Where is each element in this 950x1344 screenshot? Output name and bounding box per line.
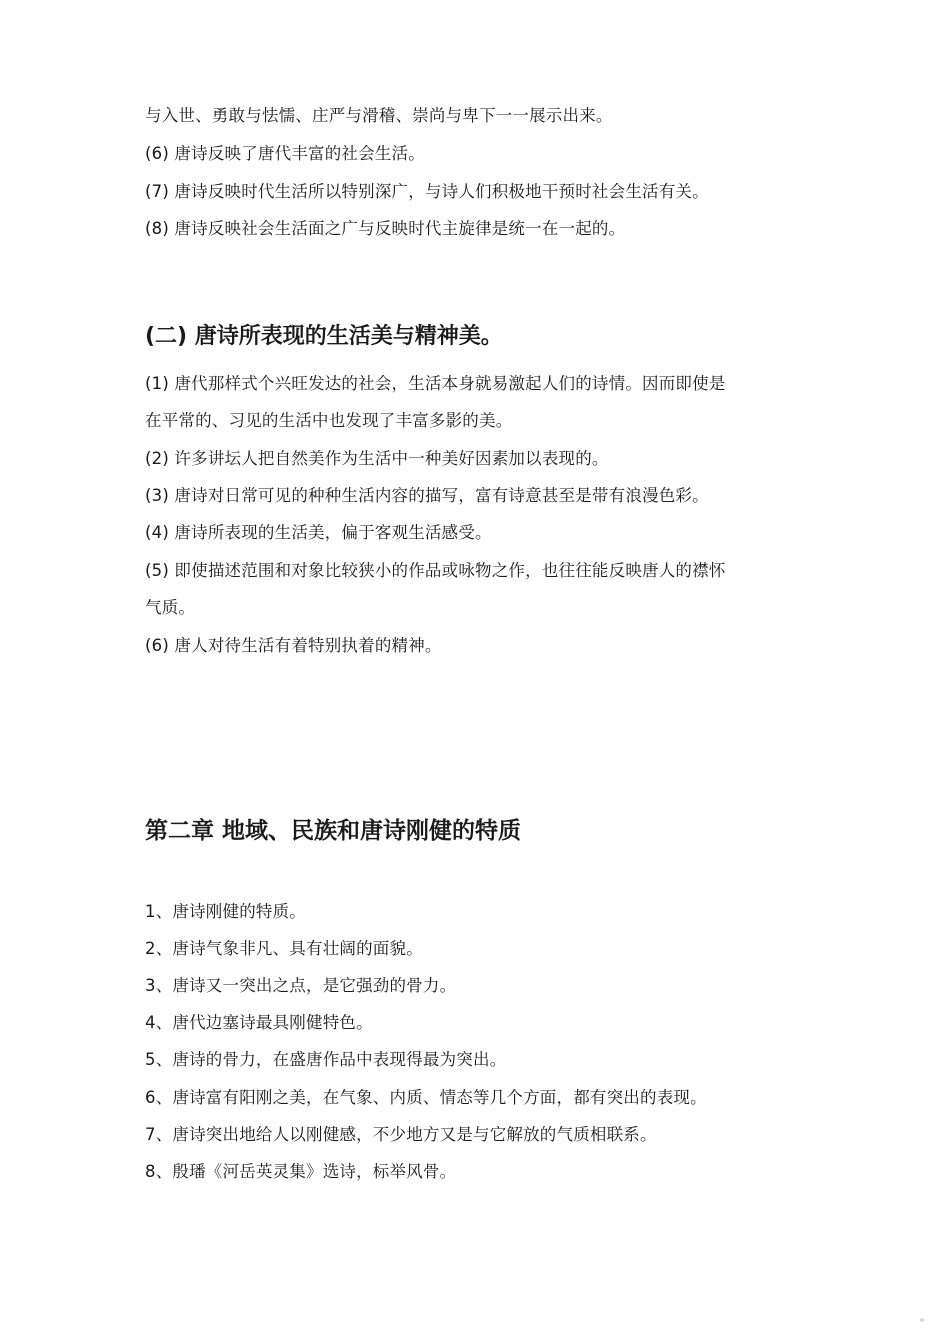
list-item: 4、唐代边塞诗最具刚健特色。 — [145, 1013, 373, 1032]
paragraph-line: (7) 唐诗反映时代生活所以特别深广，与诗人们积极地干预时社会生活有关。 — [145, 182, 709, 201]
chapter-heading: 第二章 地域、民族和唐诗刚健的特质 — [145, 818, 522, 844]
list-item: 6、唐诗富有阳刚之美，在气象、内质、情态等几个方面，都有突出的表现。 — [145, 1088, 707, 1107]
paragraph-line: (6) 唐诗反映了唐代丰富的社会生活。 — [145, 144, 425, 163]
list-item: 1、唐诗刚健的特质。 — [145, 902, 306, 921]
paragraph-line: (1) 唐代那样式个兴旺发达的社会，生活本身就易激起人们的诗情。因而即使是 — [145, 374, 726, 393]
paragraph-line: 在平常的、习见的生活中也发现了丰富多影的美。 — [145, 411, 513, 430]
page-corner-mark — [920, 1318, 924, 1322]
paragraph-line: (5) 即使描述范围和对象比较狭小的作品或咏物之作，也往往能反映唐人的襟怀 — [145, 561, 726, 580]
paragraph-line: 气质。 — [145, 598, 196, 617]
paragraph-line: (3) 唐诗对日常可见的种种生活内容的描写，富有诗意甚至是带有浪漫色彩。 — [145, 486, 709, 505]
list-item: 5、唐诗的骨力，在盛唐作品中表现得最为突出。 — [145, 1050, 507, 1069]
paragraph-line: (2) 许多讲坛人把自然美作为生活中一种美好因素加以表现的。 — [145, 449, 609, 468]
list-item: 3、唐诗又一突出之点，是它强劲的骨力。 — [145, 976, 457, 995]
paragraph-line: (8) 唐诗反映社会生活面之广与反映时代主旋律是统一在一起的。 — [145, 219, 626, 238]
list-item: 2、唐诗气象非凡、具有壮阔的面貌。 — [145, 939, 423, 958]
section-heading: (二) 唐诗所表现的生活美与精神美。 — [145, 324, 503, 349]
list-item: 8、殷璠《河岳英灵集》选诗，标举风骨。 — [145, 1162, 457, 1181]
paragraph-line: (6) 唐人对待生活有着特别执着的精神。 — [145, 636, 442, 655]
paragraph-line: (4) 唐诗所表现的生活美，偏于客观生活感受。 — [145, 523, 492, 542]
paragraph-line: 与入世、勇敢与怯懦、庄严与滑稽、崇尚与卑下一一展示出来。 — [145, 106, 613, 125]
list-item: 7、唐诗突出地给人以刚健感，不少地方又是与它解放的气质相联系。 — [145, 1125, 657, 1144]
